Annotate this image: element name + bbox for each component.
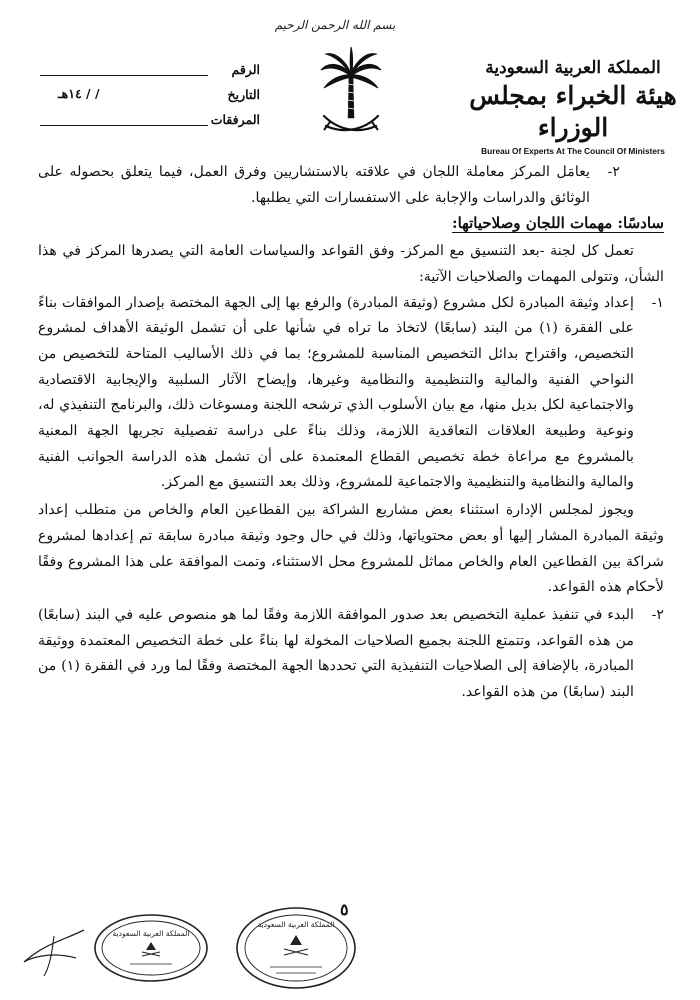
org-country-name: المملكة العربية السعودية	[485, 58, 661, 78]
ref-number-line	[40, 75, 208, 76]
organization-block	[462, 58, 684, 156]
item-1	[38, 291, 664, 497]
ref-attachments-line	[40, 125, 208, 126]
item-1-text: إعداد وثيقة المبادرة لكل مشروع (وثيقة المبادرة) والرفع بها إلى الجهة المختصة بإصدار الموافقات بناءً على الفقرة (١) من البند (سابعًا) لاتخاذ ما تراه في شأنها على أن تشمل الوثيقة الأهداف لمشروع التخصيص، واقتراح بدائل التخصيص المناسبة للمشروع؛ بما في ذلك الأساليب المتاحة للتخصيص من النواحي الفنية والمالية والتنظيمية والنظامية وغيرها، وإيضاح الآثار السلبية والإيجابية الاقتصادية والاجتماعية لكل بديل منها، مع بيان الأسلوب الذي ترشحه اللجنة ومسوغات ذلك، والبرنامج التنفيذي له، ونوعية وطبيعة العلاقات التعاقدية اللازمة، وذلك بناءً على دراسة تفصيلية تجريها الجهة المعنية بالمشروع مع مراعاة خطة تخصيص القطاع المعتمدة على أن تشمل هذه الدراسة الجوانب الفنية والمالية والنظامية والتنظيمية والاجتماعية للمشروع، وذلك بعد التنسيق مع المركز.	[38, 294, 634, 491]
ref-attachments-label: المرفقات	[210, 112, 260, 127]
item-2	[38, 603, 664, 706]
handwritten-signature	[14, 922, 90, 982]
stamp-right-text: المملكة العربية السعودية	[257, 920, 335, 929]
org-name-arabic: هيئة الخبراء بمجلس الوزراء	[469, 81, 677, 142]
basmala: بسم الله الرحمن الرحيم	[274, 18, 396, 32]
intro-item	[38, 160, 664, 211]
palm-swords-emblem	[318, 44, 384, 140]
item-1-exception: ويجوز لمجلس الإدارة استثناء بعض مشاريع الشراكة بين القطاعين العام والخاص من متطلب إعداد وثيقة المبادرة المشار إليها أو بعض محتوياتها، وذلك في حال وجود وثيقة مبادرة سابقة تم إعدادها لمشروع شراكة بين القطاعين العام والخاص مماثل للمشروع محل الاستثناء، وتمت الموافقة على هذا المشروع وفقًا لأحكام هذه القواعد.	[38, 502, 664, 596]
item-2-text: البدء في تنفيذ عملية التخصيص بعد صدور الموافقة اللازمة وفقًا لما هو منصوص عليه في البند (سابعًا) من هذه القواعد، وتتمتع اللجنة بجميع الصلاحيات المخولة لها بناءً على خطة التخصيص المعتمدة ووثيقة المبادرة، بالإضافة إلى الصلاحيات التنفيذية التي تحددها الجهة المختصة وفقًا لما ورد في الفقرة (١) من البند (سابعًا) من هذه القواعد.	[38, 606, 634, 701]
section-intro: تعمل كل لجنة -بعد التنسيق مع المركز- وفق القواعد والسياسات العامة التي يصدرها المركز في هذا الشأن، وتتولى المهمات والصلاحيات الآتية:	[38, 243, 664, 285]
ref-date-label: التاريخ	[227, 87, 260, 102]
page-number: ٥	[340, 900, 349, 919]
official-stamp-right	[234, 905, 358, 991]
reference-block	[40, 62, 260, 137]
document-body	[38, 160, 664, 706]
item-1-number: ١-	[651, 294, 664, 311]
section-heading: سادسًا: مهمات اللجان وصلاحياتها:	[452, 214, 664, 233]
intro-item-text: يعامَل المركز معاملة اللجان في علاقته بالاستشاريين وفرق العمل، فيما يتعلق بحصوله على الوثائق والدراسات والإجابة على الاستفسارات التي يطلبها.	[38, 164, 590, 206]
item-2-number: ٢-	[651, 606, 664, 623]
org-name-english: Bureau Of Experts At The Council Of Ministers	[481, 146, 665, 156]
official-stamp-left	[92, 912, 210, 984]
stamp-left-text: المملكة العربية السعودية	[112, 929, 190, 938]
ref-number-label: الرقم	[231, 62, 260, 77]
intro-item-number: ٢-	[607, 164, 620, 180]
ref-date-value: / / ١٤هـ	[58, 86, 100, 101]
